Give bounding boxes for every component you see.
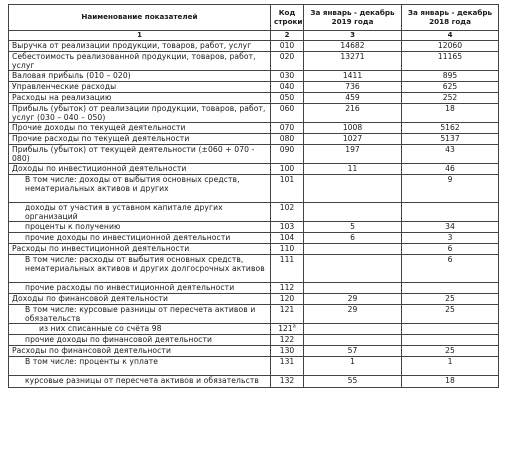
value-2019: 1008 <box>304 123 402 134</box>
table-row <box>9 123 499 134</box>
value-2018: 43 <box>402 145 499 164</box>
column-number: 2 <box>271 31 304 41</box>
column-number: 1 <box>9 31 271 41</box>
row-code-text: 120 <box>279 294 295 303</box>
row-name: курсовые разницы от пересчета активов и обязательств <box>9 376 271 388</box>
row-code-superscript: а <box>292 323 296 330</box>
row-code-text: 010 <box>279 41 295 50</box>
row-code <box>271 283 304 294</box>
value-2018: 5162 <box>402 123 499 134</box>
table-row <box>9 357 499 376</box>
value-2019: 57 <box>304 346 402 357</box>
header-row <box>9 5 499 31</box>
row-code <box>271 305 304 324</box>
table-row <box>9 52 499 71</box>
value-2018: 25 <box>402 305 499 324</box>
row-code-text: 110 <box>279 244 295 253</box>
table-row <box>9 324 499 335</box>
table-row <box>9 104 499 123</box>
row-code <box>271 104 304 123</box>
row-code <box>271 294 304 305</box>
row-code <box>271 244 304 255</box>
row-code <box>271 175 304 203</box>
value-2018: 25 <box>402 294 499 305</box>
value-2018 <box>402 335 499 346</box>
row-code <box>271 346 304 357</box>
table-row <box>9 346 499 357</box>
value-2019 <box>304 203 402 222</box>
value-2019: 197 <box>304 145 402 164</box>
column-number-row <box>9 31 499 41</box>
value-2018: 18 <box>402 104 499 123</box>
column-number: 3 <box>304 31 402 41</box>
row-name: Прибыль (убыток) от текущей деятельности (±060 + 070 - 080) <box>9 145 271 164</box>
value-2019: 1027 <box>304 134 402 145</box>
value-2018: 12060 <box>402 41 499 52</box>
row-name: Доходы по инвестиционной деятельности <box>9 164 271 175</box>
value-2019: 5 <box>304 222 402 233</box>
table-row <box>9 203 499 222</box>
table-row <box>9 335 499 346</box>
row-code <box>271 41 304 52</box>
row-code <box>271 335 304 346</box>
table-row <box>9 255 499 283</box>
value-2018: 6 <box>402 255 499 283</box>
column-number: 4 <box>402 31 499 41</box>
row-code <box>271 255 304 283</box>
header-code: Код строки <box>271 5 304 31</box>
row-code-text: 020 <box>279 52 295 61</box>
row-name: прочие доходы по финансовой деятельности <box>9 335 271 346</box>
table-row <box>9 283 499 294</box>
row-code <box>271 145 304 164</box>
value-2018: 3 <box>402 233 499 244</box>
row-code <box>271 93 304 104</box>
row-name: Прочие расходы по текущей деятельности <box>9 134 271 145</box>
value-2018: 9 <box>402 175 499 203</box>
row-name: Себестоимость реализованной продукции, товаров, работ, услуг <box>9 52 271 71</box>
value-2019 <box>304 244 402 255</box>
row-code-text: 103 <box>279 222 295 231</box>
value-2018: 5137 <box>402 134 499 145</box>
table-row <box>9 93 499 104</box>
row-code-text: 050 <box>279 93 295 102</box>
value-2019: 55 <box>304 376 402 388</box>
value-2018 <box>402 283 499 294</box>
row-code-text: 132 <box>279 376 295 385</box>
row-name: В том числе: курсовые разницы от пересчета активов и обязательств <box>9 305 271 324</box>
row-code-text: 121 <box>278 324 293 333</box>
table-row <box>9 134 499 145</box>
row-code-text: 131 <box>279 357 295 366</box>
value-2019: 29 <box>304 305 402 324</box>
row-code-text: 090 <box>279 145 295 154</box>
row-code-text: 102 <box>279 203 295 212</box>
table-row <box>9 145 499 164</box>
row-code-text: 040 <box>279 82 295 91</box>
table-row <box>9 41 499 52</box>
header-2018: За январь - декабрь 2018 года <box>402 5 499 31</box>
row-name: Доходы по финансовой деятельности <box>9 294 271 305</box>
row-code-text: 101 <box>279 175 295 184</box>
row-name: прочие расходы по инвестиционной деятельности <box>9 283 271 294</box>
row-code-text: 121 <box>279 305 295 314</box>
row-name: из них списанные со счёта 98 <box>9 324 271 335</box>
row-code <box>271 123 304 134</box>
value-2018: 6 <box>402 244 499 255</box>
row-name: Расходы по инвестиционной деятельности <box>9 244 271 255</box>
row-code <box>271 52 304 71</box>
value-2019: 29 <box>304 294 402 305</box>
row-code-text: 130 <box>279 346 295 355</box>
value-2018: 895 <box>402 71 499 82</box>
value-2019 <box>304 175 402 203</box>
row-code-text: 122 <box>279 335 295 344</box>
financial-results-table <box>8 4 499 388</box>
value-2018: 1 <box>402 357 499 376</box>
row-name: проценты к получению <box>9 222 271 233</box>
row-name: Выручка от реализации продукции, товаров, работ, услуг <box>9 41 271 52</box>
row-name: В том числе: доходы от выбытия основных средств, нематериальных активов и других <box>9 175 271 203</box>
row-name: Управленческие расходы <box>9 82 271 93</box>
value-2019 <box>304 255 402 283</box>
table-row <box>9 222 499 233</box>
table-row <box>9 82 499 93</box>
row-code <box>271 376 304 388</box>
value-2019: 14682 <box>304 41 402 52</box>
table-row <box>9 376 499 388</box>
row-code-text: 112 <box>279 283 295 292</box>
row-code-text: 060 <box>279 104 295 113</box>
table-row <box>9 305 499 324</box>
row-name: В том числе: расходы от выбытия основных средств, нематериальных активов и других долгосрочных активов <box>9 255 271 283</box>
value-2019: 459 <box>304 93 402 104</box>
value-2019: 6 <box>304 233 402 244</box>
row-code-text: 111 <box>279 255 295 264</box>
value-2018: 625 <box>402 82 499 93</box>
row-code-text: 070 <box>279 123 295 132</box>
table-row <box>9 175 499 203</box>
table-row <box>9 164 499 175</box>
header-2019: За январь - декабрь 2019 года <box>304 5 402 31</box>
header-name: Наименование показателей <box>9 5 271 31</box>
row-name: прочие доходы по инвестиционной деятельности <box>9 233 271 244</box>
row-code-text: 100 <box>279 164 295 173</box>
value-2018 <box>402 203 499 222</box>
value-2018: 18 <box>402 376 499 388</box>
value-2018: 25 <box>402 346 499 357</box>
row-code-text: 080 <box>279 134 295 143</box>
value-2018: 34 <box>402 222 499 233</box>
row-name: доходы от участия в уставном капитале других организаций <box>9 203 271 222</box>
value-2019: 1411 <box>304 71 402 82</box>
table-row <box>9 233 499 244</box>
value-2019: 1 <box>304 357 402 376</box>
row-code <box>271 222 304 233</box>
row-name: Прибыль (убыток) от реализации продукции, товаров, работ, услуг (030 – 040 – 050) <box>9 104 271 123</box>
row-code <box>271 82 304 93</box>
row-code <box>271 233 304 244</box>
row-code-text: 030 <box>279 71 295 80</box>
value-2019 <box>304 335 402 346</box>
row-name: Прочие доходы по текущей деятельности <box>9 123 271 134</box>
value-2019: 216 <box>304 104 402 123</box>
table-row <box>9 244 499 255</box>
value-2019 <box>304 283 402 294</box>
row-name: Валовая прибыль (010 – 020) <box>9 71 271 82</box>
value-2018: 252 <box>402 93 499 104</box>
value-2018 <box>402 324 499 335</box>
table-row <box>9 294 499 305</box>
value-2019: 11 <box>304 164 402 175</box>
row-code <box>271 134 304 145</box>
row-code <box>271 324 304 335</box>
row-name: Расходы по финансовой деятельности <box>9 346 271 357</box>
row-code <box>271 164 304 175</box>
value-2019: 13271 <box>304 52 402 71</box>
row-code <box>271 203 304 222</box>
row-code <box>271 357 304 376</box>
value-2018: 11165 <box>402 52 499 71</box>
row-code <box>271 71 304 82</box>
value-2019 <box>304 324 402 335</box>
row-name: Расходы на реализацию <box>9 93 271 104</box>
row-code-text: 104 <box>279 233 295 242</box>
value-2019: 736 <box>304 82 402 93</box>
table-row <box>9 71 499 82</box>
value-2018: 46 <box>402 164 499 175</box>
row-name: В том числе: проценты к уплате <box>9 357 271 376</box>
